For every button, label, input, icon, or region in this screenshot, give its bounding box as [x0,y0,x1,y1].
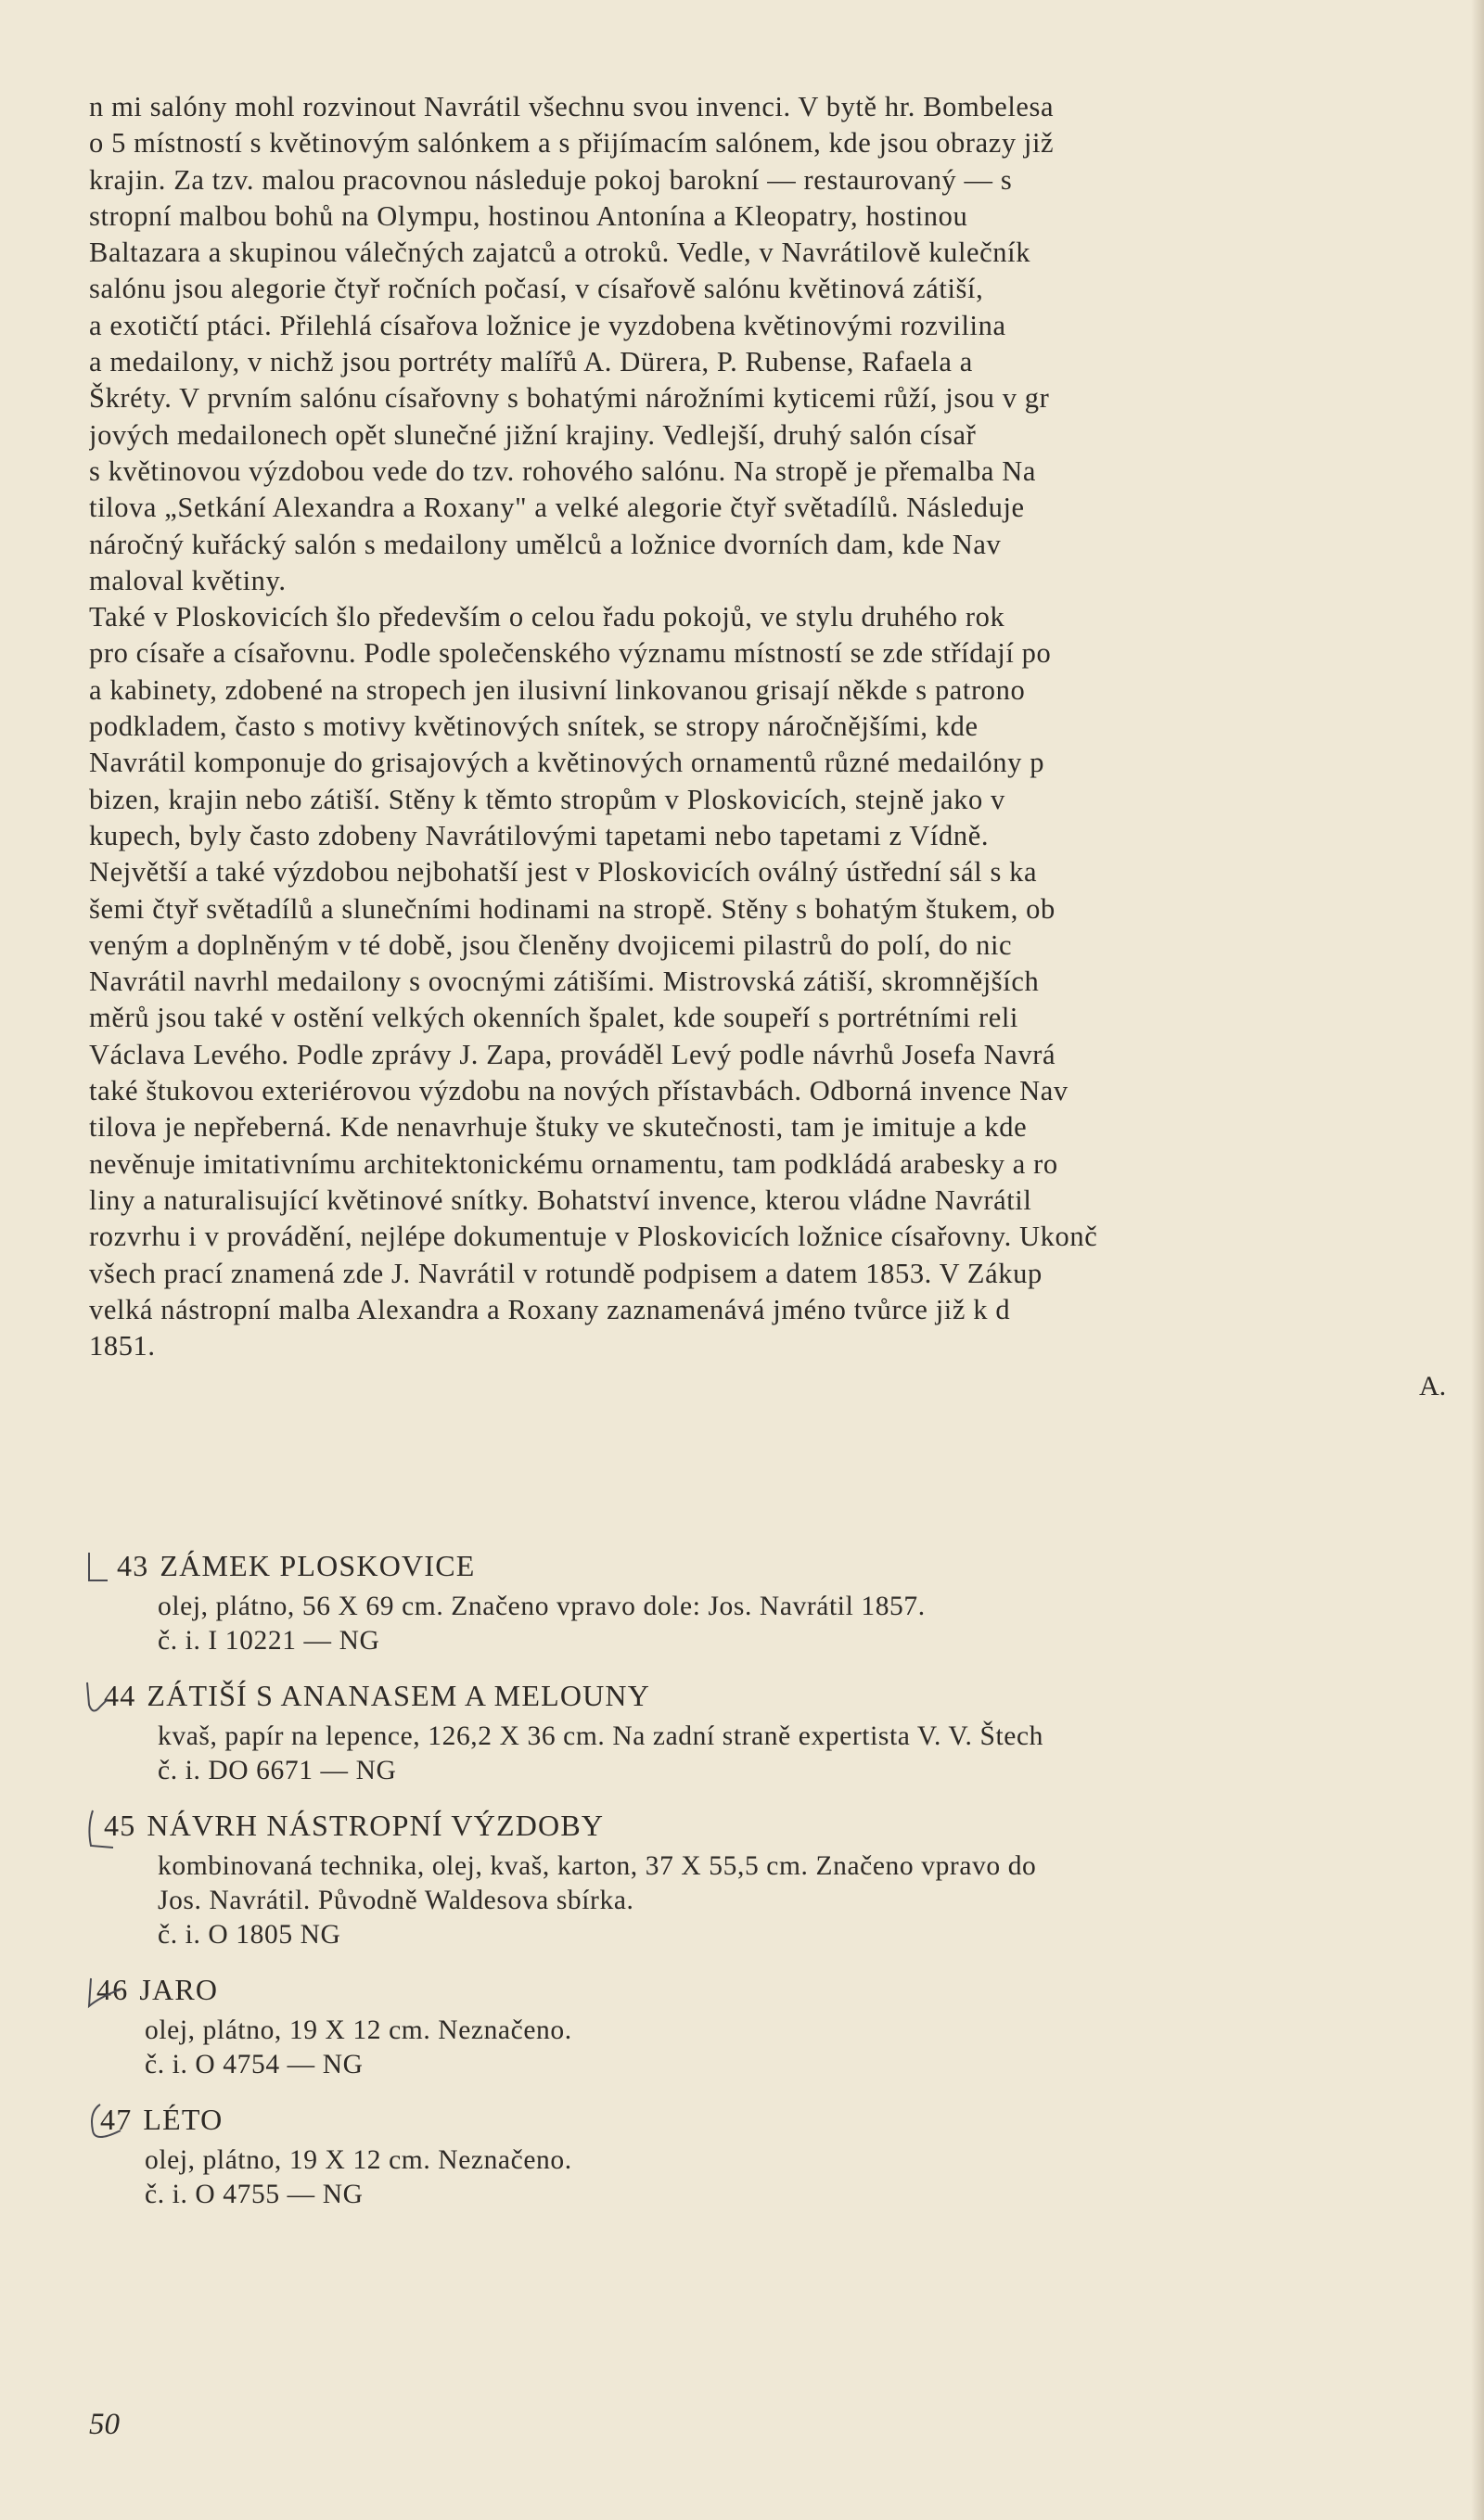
text-line: bizen, krajin nebo zátiší. Stěny k těmto stropům v Ploskovicích, stejně jako v [89,783,1005,815]
text-line: n mi salóny mohl rozvinout Navrátil všechnu svou invenci. V bytě hr. Bombelesa [89,91,1055,122]
text-line: kupech, byly často zdobeny Navrátilovými tapetami nebo tapetami z Vídně. [89,819,990,851]
text-line: podkladem, často s motivy květinových snítek, se stropy náročnějšími, kde [89,710,979,743]
text-line: šemi čtyř světadílů a slunečními hodinami na stropě. Stěny s bohatým štukem, ob [89,892,1055,925]
text-line: Baltazara a skupinou válečných zajatců a otroků. Vedle, v Navrátilově kulečník [89,237,1031,269]
text-line: liny a naturalisující květinové snítky. Bohatství invence, kterou vládne Navrátil [89,1183,1032,1216]
text-line: krajin. Za tzv. malou pracovnou následuje pokoj barokní — restaurovaný — s [89,163,1013,196]
entry-detail: Jos. Navrátil. Původně Waldesova sbírka. [158,1886,634,1915]
text-line: stropní malbou bohů na Olympu, hostinou Antonína a Kleopatry, hostinou [89,199,968,232]
entry-detail: kvaš, papír na lepence, 126,2 X 36 cm. Na zadní straně expertista V. V. Štech [158,1721,1044,1751]
author-initial: A. [1419,1371,1447,1401]
entry-number: 43 [117,1549,149,1582]
text-line: veným a doplněným v té době, jsou členěny dvojicemi pilastrů do polí, do nic [89,928,1013,961]
text-line: tilova „Setkání Alexandra a Roxany" a velké alegorie čtyř světadílů. Následuje [89,492,1025,524]
text-line: nevěnuje imitativnímu architektonickému ornamentu, tam podkládá arabesky a ro [89,1147,1058,1180]
text-line: všech prací znamená zde J. Navrátil v rotundě podpisem a datem 1853. V Zákup [89,1257,1043,1289]
entry-title [89,2101,1462,2138]
entry-title-text: ZÁMEK PLOSKOVICE [160,1549,476,1582]
entry-number: 45 [104,1809,136,1842]
text-line: rozvrhu i v provádění, nejlépe dokumentuje v Ploskovicích ložnice císařovny. Ukonč [89,1221,1098,1253]
page-number: 50 [89,2408,120,2441]
text-line: také štukovou exteriérovou výzdobu na nových přístavbách. Odborná invence Nav [89,1075,1068,1107]
catalog-entry [89,1807,1462,1952]
entry-title [89,1807,1462,1844]
entry-detail: č. i. DO 6671 — NG [158,1756,397,1785]
catalog-entry [89,1971,1462,2082]
body-paragraph [89,89,1462,1364]
entry-number: 46 [96,1973,129,2006]
text-line: salónu jsou alegorie čtyř ročních počasí, v císařově salónu květinová zátiší, [89,273,984,305]
text-line: s květinovou výzdobou vede do tzv. rohového salónu. Na stropě je přemalba Na [89,454,1037,487]
pencil-checkmark-icon [83,2103,135,2143]
entry-detail: kombinovaná technika, olej, kvaš, karton, 37 X 55,5 cm. Značeno vpravo do [158,1851,1037,1881]
text-line: o 5 místností s květinovým salónkem a s přijímacím salónem, kde jsou obrazy již [89,127,1055,160]
text-line: velká nástropní malba Alexandra a Roxany zaznamenává jméno tvůrce již k d [89,1293,1011,1325]
text-line: jových medailonech opět slunečné jižní krajiny. Vedlejší, druhý salón císař [89,418,977,451]
text-line: pro císaře a císařovnu. Podle společenského významu místností se zde střídají po [89,637,1052,670]
entry-detail: č. i. I 10221 — NG [158,1626,380,1656]
pencil-checkmark-icon [83,1809,135,1849]
entry-detail: olej, plátno, 56 X 69 cm. Značeno vpravo dole: Jos. Navrátil 1857. [158,1592,926,1621]
entry-title-text: LÉTO [143,2103,224,2136]
entry-title-text: ZÁTIŠÍ S ANANASEM A MELOUNY [147,1679,651,1712]
entry-title-text: JARO [139,1973,219,2006]
entry-title [89,1677,1462,1714]
catalog-list [89,1547,1462,2212]
text-line: Také v Ploskovicích šlo především o celou řadu pokojů, ve stylu druhého rok [89,601,1005,633]
entry-title [89,1547,1462,1584]
catalog-entry [89,2101,1462,2212]
text-line: a medailony, v nichž jsou portréty malířů A. Dürera, P. Rubense, Rafaela a [89,346,973,378]
text-line: a kabinety, zdobené na stropech jen ilusivní linkovanou grisají někde s patrono [89,673,1026,706]
entry-detail: č. i. O 4754 — NG [145,2050,364,2079]
text-line: maloval květiny. [89,564,287,596]
entry-detail: č. i. O 1805 NG [158,1920,341,1950]
catalog-entry [89,1677,1462,1788]
text-line: a exotičtí ptáci. Přilehlá císařova ložnice je vyzdobena květinovými rozvilina [89,309,1006,341]
pencil-checkmark-icon [83,1679,135,1720]
pencil-checkmark-icon [83,1973,135,2014]
text-line: náročný kuřácký salón s medailony umělců a ložnice dvorních dam, kde Nav [89,528,1002,560]
entry-detail: olej, plátno, 19 X 12 cm. Neznačeno. [145,2015,572,2045]
entry-title [89,1971,1462,2008]
entry-detail: olej, plátno, 19 X 12 cm. Neznačeno. [145,2145,572,2175]
text-line: měrů jsou také v ostění velkých okenních špalet, kde soupeří s portrétními reli [89,1002,1018,1034]
text-line: Navrátil navrhl medailony s ovocnými zátišími. Mistrovská zátiší, skromnějších [89,966,1040,998]
text-line: Václava Levého. Podle zprávy J. Zapa, prováděl Levý podle návrhů Josefa Navrá [89,1038,1056,1070]
text-line: Škréty. V prvním salónu císařovny s bohatými nárožními kyticemi růží, jsou v gr [89,382,1050,415]
text-line: tilova je nepřeberná. Kde nenavrhuje štuky ve skutečnosti, tam je imituje a kde [89,1111,1028,1144]
entry-number: 44 [104,1679,136,1712]
text-line: 1851. [89,1330,156,1362]
catalog-entry [89,1547,1462,1658]
entry-detail: č. i. O 4755 — NG [145,2180,364,2209]
pencil-checkmark-icon [83,1549,135,1590]
entry-title-text: NÁVRH NÁSTROPNÍ VÝZDOBY [147,1809,605,1842]
entry-number: 47 [100,2103,133,2136]
text-line: Navrátil komponuje do grisajových a květinových ornamentů různé medailóny p [89,747,1045,779]
text-line: Největší a také výzdobou nejbohatší jest v Ploskovicích oválný ústřední sál s ka [89,856,1038,889]
